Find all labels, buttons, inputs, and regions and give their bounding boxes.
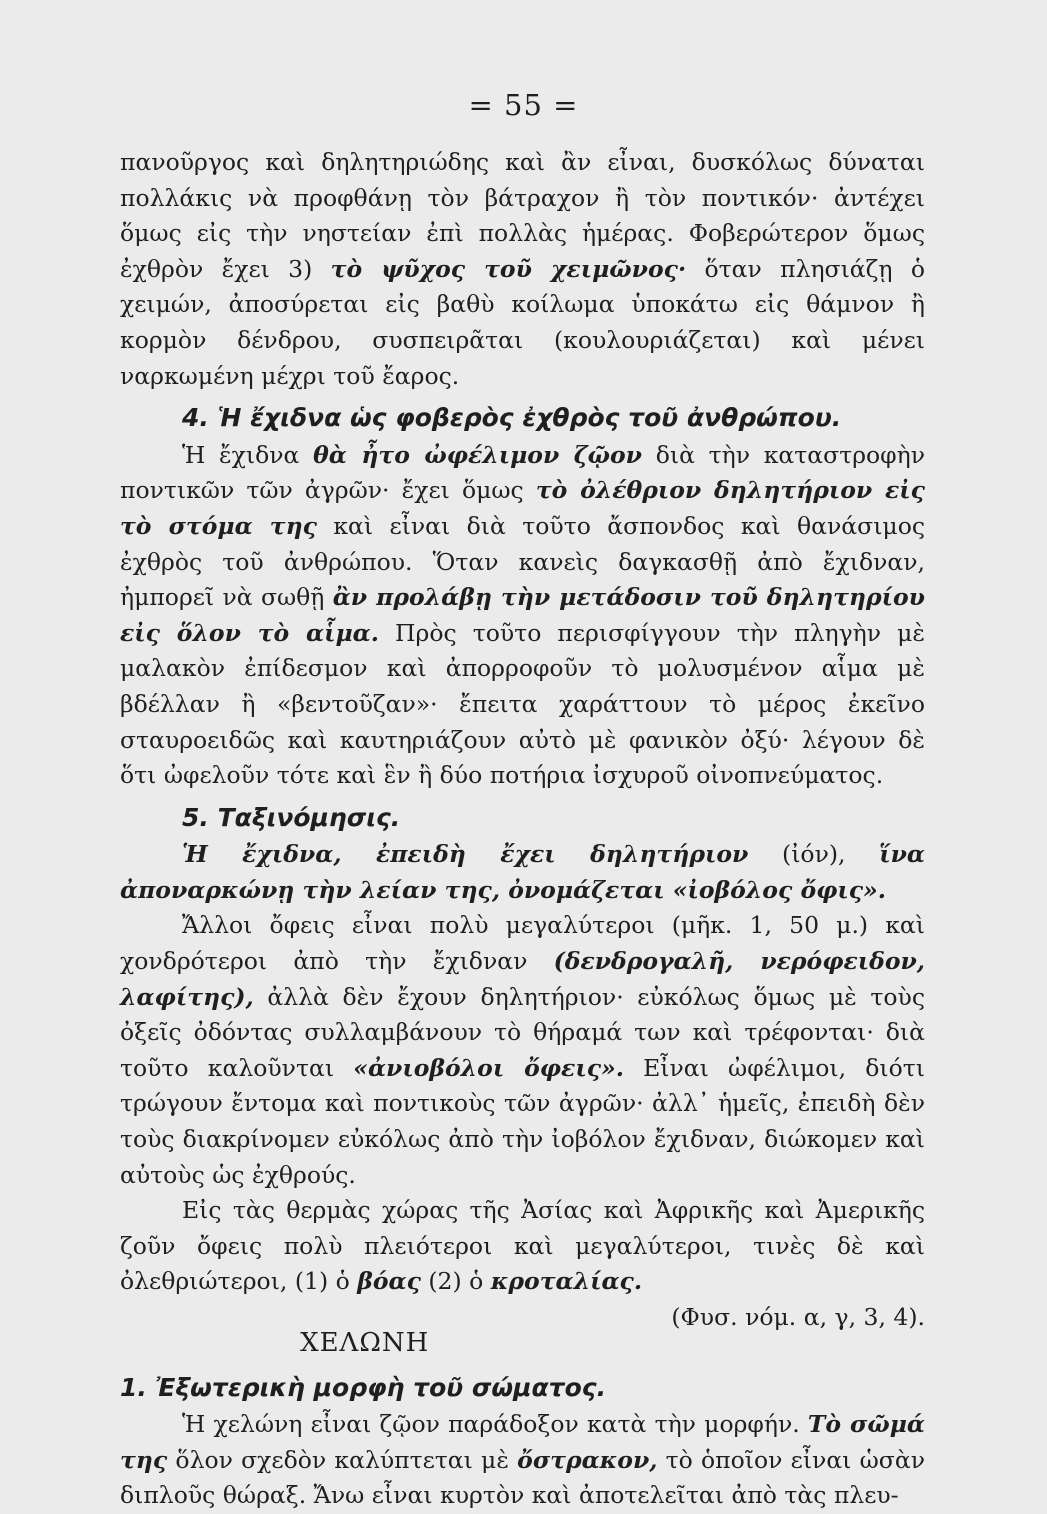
citation: (Φυσ. νόμ. α, γ, 3, 4). (671, 1303, 925, 1331)
text-run: ὅλον σχεδὸν καλύπτεται μὲ (167, 1445, 518, 1474)
bold-phrase: Ἡ ἔχιδνα, ἐπειδὴ ἔχει δηλητήριον (182, 840, 749, 869)
text-run: (ἰόν), (748, 840, 880, 869)
text-run: διὰ τὴν καταστροφὴν ποντικῶν τῶν ἀγρῶν· ἔχει ὅμως (120, 440, 925, 505)
text-run: Πρὸς τοῦτο περισφίγγουν τὴν πληγὴν μὲ μαλακὸν ἐπίδεσμον καὶ ἀπορροφοῦν τὸ μολυσμένον αἷμα μὲ βδέλλαν ἢ «βεντοῦζαν»· ἔπειτα χαράττουν τὸ μέρος ἐκεῖνο σταυροειδῶς καὶ καυτηριάζουν αὐτὸ μὲ φανικὸν ὀξύ· λέγουν δὲ ὅτι ὠφελοῦν τότε καὶ ἓν ἢ δύο ποτήρια ἰσχυροῦ οἰνοπνεύματος. (120, 618, 925, 790)
page-number: = 55 = (468, 88, 579, 122)
page-body (120, 145, 925, 1514)
section-heading-1: 1. Ἐξωτερικὴ μορφὴ τοῦ σώματος. (120, 1372, 607, 1402)
text-run: Εἶναι ὠφέλιμοι, διότι τρώγουν ἔντομα καὶ ποντικοὺς τῶν ἀγρῶν· ἀλλ᾽ ἡμεῖς, ἐπειδὴ δὲν τοὺς διακρίνομεν εὐκόλως ἀπὸ τὴν ἰοβόλον ἔχιδναν, διώκομεν καὶ αὐτοὺς ὡς ἐχθρούς. (120, 1053, 925, 1189)
bold-phrase: θὰ ἦτο ὠφέλιμον ζῷον (313, 440, 642, 469)
text-run: Εἰς τὰς θερμὰς χώρας τῆς Ἀσίας καὶ Ἀφρικῆς καὶ Ἀμερικῆς ζοῦν ὄφεις πολὺ πλειότεροι καὶ μεγαλύτεροι, τινὲς δὲ καὶ ὀλεθριώτεροι, (1) ὁ (120, 1196, 925, 1296)
paragraph-danger (120, 438, 925, 794)
bold-phrase: ἵνα ἀποναρκώνῃ τὴν λείαν της, ὀνομάζεται «ἰοβόλος ὄφις». (120, 840, 925, 904)
text-run: ἀλλὰ δὲν ἔχουν δηλητήριον· εὐκόλως ὅμως μὲ τοὺς ὀξεῖς ὀδόντας συλλαμβάνουν τὸ θήραμά των καὶ τρέφονται· διὰ τοῦτο καλοῦνται (120, 982, 925, 1082)
paragraph-winter (120, 145, 925, 394)
text-run: Ἄλλοι ὄφεις εἶναι πολὺ μεγαλύτεροι (μῆκ. 1, 50 μ.) καὶ χονδρότεροι ἀπὸ τὴν ἔχιδναν (120, 911, 925, 976)
text-run: Ἡ χελώνη εἶναι ζῷον παράδοξον κατὰ τὴν μορφήν. (182, 1410, 808, 1439)
paragraph-classification (120, 837, 925, 908)
bold-phrase: (δενδρογαλῆ, νερόφειδον, λαφίτης), (120, 947, 925, 1011)
bold-phrase: «ἀνιοβόλοι ὄφεις». (353, 1053, 624, 1082)
text-run: Ἡ ἔχιδνα (182, 440, 314, 469)
text-run: τὸ ὁποῖον εἶναι ὡσὰν διπλοῦς θώραξ. Ἄνω εἶναι κυρτὸν καὶ ἀποτελεῖται ἀπὸ τὰς πλευ- (120, 1445, 925, 1510)
bold-phrase: βόας (357, 1267, 421, 1296)
bold-phrase: ὄστρακον, (517, 1445, 658, 1474)
text-run: πανοῦργος καὶ δηλητηριώδης καὶ ἂν εἶναι, δυσκόλως δύναται πολλάκις νὰ προφθάνῃ τὸν βάτραχον ἢ τὸν ποντικόν· ἀντέχει ὅμως εἰς τὴν νηστείαν ἐπὶ πολλὰς ἡμέρας. Φοβερώτερον ὅμως ἐχθρὸν ἔχει 3) (120, 148, 925, 283)
text-run: ὅταν πλησιάζῃ ὁ χειμών, ἀποσύρεται εἰς βαθὺ κοίλωμα ὑποκάτω εἰς θάμνον ἢ κορμὸν δένδρου, συσπειρᾶται (κουλουριάζεται) καὶ μένει ναρκωμένη μέχρι τοῦ ἔαρος. (120, 254, 925, 390)
text-run: (2) ὁ (420, 1267, 491, 1296)
paragraph-hot-countries (120, 1193, 925, 1331)
text-run: καὶ εἶναι διὰ τοῦτο ἄσπονδος καὶ θανάσιμος ἐχθρὸς τοῦ ἀνθρώπου. Ὅταν κανεὶς δαγκασθῇ ἀπὸ ἔχιδναν, ἠμπορεῖ νὰ σωθῇ (120, 511, 926, 612)
bold-phrase: Τὸ σῶμά της (120, 1410, 925, 1474)
bold-phrase: ἂν προλάβῃ τὴν μετάδοσιν τοῦ δηλητηρίου εἰς ὅλον τὸ αἷμα. (120, 583, 925, 647)
paragraph-turtle (120, 1407, 925, 1514)
bold-phrase: κροταλίας. (490, 1267, 643, 1296)
section-heading-4: 4. Ἡ ἔχιδνα ὡς φοβερὸς ἐχθρὸς τοῦ ἀνθρώπου. (182, 403, 842, 433)
section-heading-5: 5. Ταξινόμησις. (182, 802, 401, 832)
bold-phrase: τὸ ψῦχος τοῦ χειμῶνος· (330, 254, 687, 283)
paragraph-other-snakes (120, 908, 925, 1193)
bold-phrase: τὸ ὀλέθριον δηλητήριον εἰς τὸ στόμα της (120, 476, 925, 540)
chapter-title: ΧΕΛΩΝΗ (300, 1328, 430, 1358)
